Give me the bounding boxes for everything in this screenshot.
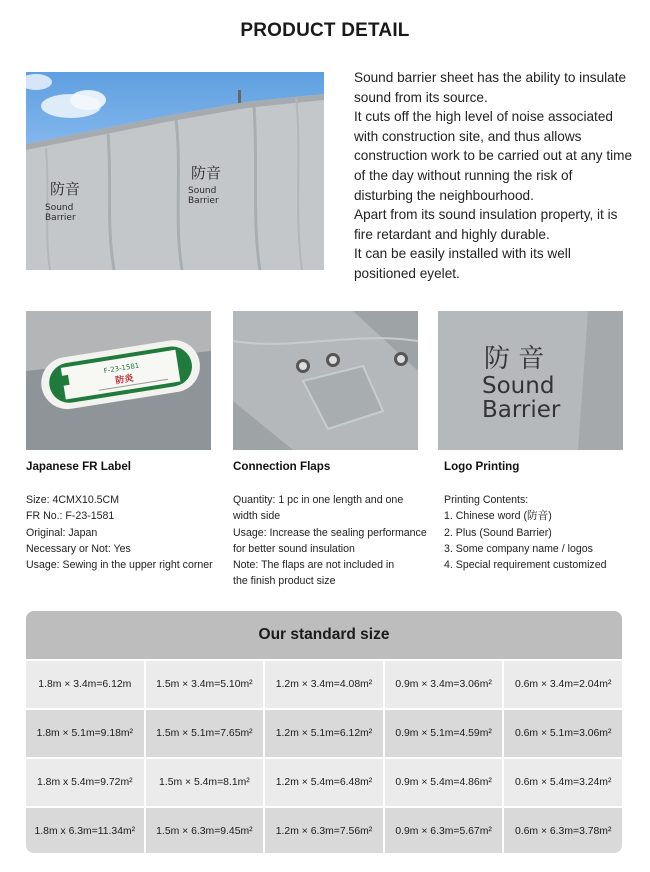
hero-paragraph-3: Apart from its sound insulation property, it is fire retardant and highly durable. [354, 207, 618, 242]
size-table-grid [26, 659, 622, 853]
feature-logo-printing [444, 460, 634, 573]
feature-line: Usage: Increase the sealing performance [233, 526, 427, 539]
size-cell: 1.2m × 6.3m=7.56m² [265, 808, 383, 853]
size-cell: 1.5m × 5.1m=7.65m² [146, 710, 264, 757]
feature-line: Original: Japan [26, 526, 98, 539]
connection-flaps-photo [233, 311, 418, 450]
feature-title: Japanese FR Label [26, 460, 132, 473]
feature-line: for better sound insulation [233, 542, 355, 555]
hero-description [354, 68, 634, 284]
size-cell: 0.9m × 5.1m=4.59m² [385, 710, 503, 757]
size-cell: 1.8m x 6.3m=11.34m² [26, 808, 144, 853]
feature-fr-label [26, 460, 226, 573]
standard-size-table [26, 611, 622, 853]
fr-label-photo [26, 311, 211, 450]
hero-paragraph-4: It can be easily installed with its well positioned eyelet. [354, 246, 571, 281]
feature-line: 3. Some company name / logos [444, 542, 593, 555]
logo-photo-en2: Barrier [482, 397, 561, 423]
feature-connection-flaps [233, 460, 433, 590]
feature-line: Necessary or Not: Yes [26, 542, 131, 555]
feature-title: Logo Printing [444, 460, 520, 473]
size-cell: 1.2m × 5.4m=6.48m² [265, 759, 383, 806]
feature-line: Note: The flaps are not included in [233, 559, 395, 572]
size-cell: 0.6m × 5.1m=3.06m² [504, 710, 622, 757]
size-cell: 1.5m × 5.4m=8.1m² [146, 759, 264, 806]
feature-line: 2. Plus (Sound Barrier) [444, 526, 552, 539]
hero-paragraph-2: It cuts off the high level of noise associated with construction site, and thus allows construction work to be carried out at any time of the day without running the risk of disturbing the neighbourhood. [354, 109, 633, 203]
hero-label-en1-left: Sound [45, 203, 74, 213]
sound-barrier-photo [26, 72, 324, 270]
hero-label-en2-right: Barrier [188, 196, 219, 206]
size-cell: 1.8m × 3.4m=6.12m [26, 661, 144, 708]
size-cell: 1.5m × 6.3m=9.45m² [146, 808, 264, 853]
hero-label-cn-right: 防音 [191, 164, 222, 182]
size-cell: 0.9m × 3.4m=3.06m² [385, 661, 503, 708]
size-table-heading: Our standard size [26, 611, 622, 659]
fr-label-number: F-23-1581 [103, 361, 140, 376]
feature-line: Usage: Sewing in the upper right corner [26, 559, 213, 572]
size-cell: 0.6m × 5.4m=3.24m² [504, 759, 622, 806]
size-cell: 1.2m × 5.1m=6.12m² [265, 710, 383, 757]
fr-label-tag: 防炎 [114, 373, 135, 387]
size-cell: 0.9m × 5.4m=4.86m² [385, 759, 503, 806]
hero-label-cn-left: 防音 [50, 180, 81, 198]
feature-line: Printing Contents: [444, 494, 529, 506]
logo-photo-cn: 防 音 [484, 344, 545, 374]
feature-line: the finish product size [233, 575, 336, 588]
hero-label-en2-left: Barrier [45, 213, 76, 223]
hero-label-en1-right: Sound [188, 186, 217, 196]
page-title: PRODUCT DETAIL [240, 20, 410, 41]
hero-paragraph-1: Sound barrier sheet has the ability to insulate sound from its source. [354, 70, 627, 105]
size-cell: 1.5m × 3.4m=5.10m² [146, 661, 264, 708]
size-cell: 1.8m x 5.4m=9.72m² [26, 759, 144, 806]
feature-line: Size: 4CMX10.5CM [26, 494, 120, 506]
feature-title: Connection Flaps [233, 460, 331, 473]
size-cell: 1.2m × 3.4m=4.08m² [265, 661, 383, 708]
feature-line: FR No.: F-23-1581 [26, 510, 115, 523]
size-cell: 1.8m × 5.1m=9.18m² [26, 710, 144, 757]
size-cell: 0.6m × 6.3m=3.78m² [504, 808, 622, 853]
logo-photo-en1: Sound [482, 373, 555, 399]
size-cell: 0.6m × 3.4m=2.04m² [504, 661, 622, 708]
feature-line: 4. Special requirement customized [444, 559, 607, 572]
feature-line: Quantity: 1 pc in one length and one [233, 494, 404, 506]
feature-line: 1. Chinese word (防音) [444, 510, 552, 523]
feature-line: width side [233, 510, 281, 523]
logo-printing-photo [438, 311, 623, 450]
size-cell: 0.9m × 6.3m=5.67m² [385, 808, 503, 853]
